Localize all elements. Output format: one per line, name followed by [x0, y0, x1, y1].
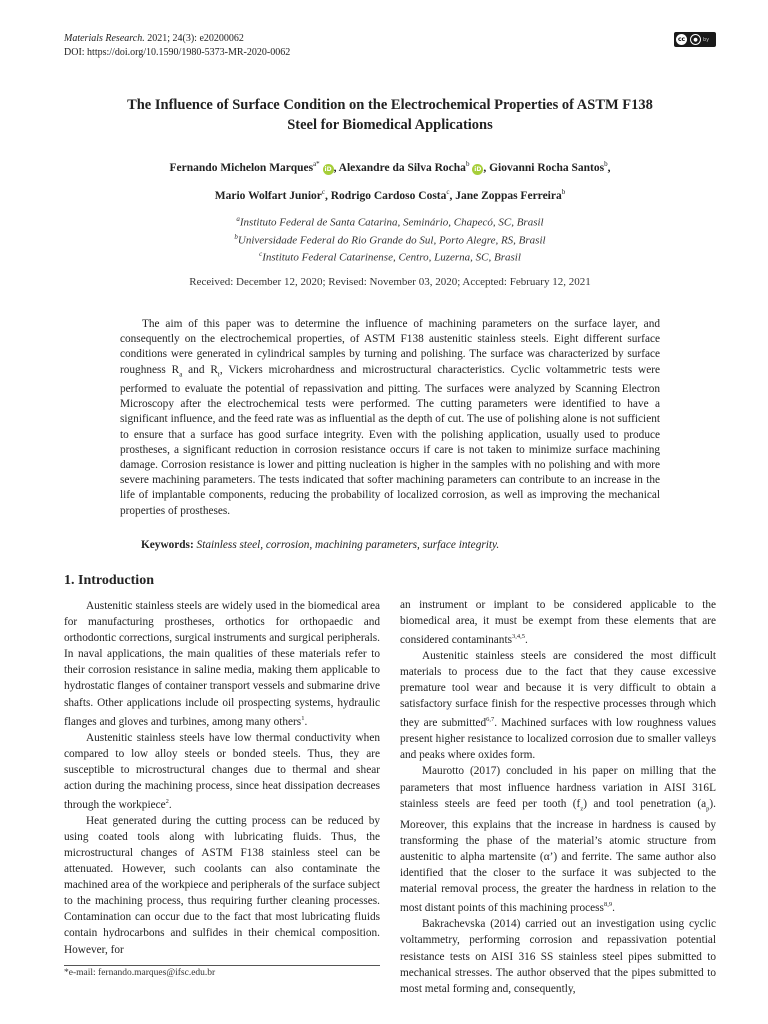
- abstract-text: and R: [182, 363, 218, 376]
- paragraph: [64, 730, 380, 813]
- affiliations: [60, 212, 720, 265]
- paper-title: [60, 95, 720, 135]
- doi-link[interactable]: DOI: https://doi.org/10.1590/1980-5373-MR-2020-0062: [64, 47, 291, 58]
- author-name: , Alexandre da Silva Rocha: [333, 161, 466, 174]
- abstract-text: , Vickers microhardness and microstructural characteristics. Cyclic voltammetric tests were performed to evaluate the potential of repassivation and pitting. The surfaces were analyzed by Scanning Electron Microscopy after the electrochemical tests were performed. The cutting parameters were identified to have a significant influence, and the feed rate was as influential as the depth of cut. The use of polishing alone is not sufficient to ensure that a surface has good surface integrity. Even with the polishing application, usually used to produce prostheses, a significant reduction in corrosion resistance occurs if care is not taken to minimize surface machining damage. Corrosion resistance is lower and pitting nucleation is higher in the samples with no polishing and with more severe machining parameters. The tests indicated that softer machining parameters can contribute to an increase in the life of implantable components, reducing the probability of localized corrosion, as well as improving the mechanical properties of prostheses.: [120, 363, 660, 517]
- affil-sup: a: [236, 215, 240, 223]
- right-column: [400, 597, 716, 997]
- citation-ref[interactable]: 8,9: [603, 901, 613, 909]
- by-label: by: [703, 36, 710, 43]
- paragraph-text: .: [168, 798, 172, 811]
- author-name: Mario Wolfart Junior: [214, 189, 322, 202]
- author-list: [60, 152, 720, 208]
- citation-ref[interactable]: 1: [301, 714, 305, 722]
- subscript: p: [706, 804, 710, 812]
- affiliation-c: [60, 247, 720, 265]
- paragraph-text: Heat generated during the cutting process can be reduced by using coated tools along with lubricating fluids. Thus, the microstructural changes of ASTM F138 stainless steel can be attenuated. However, such coolants can also contaminate the machined area of the workpiece and peripherals of the surface subject to the machining process, thus requiring further cleaning processes. Contamination can occur due to the fact that most lubricating fluids contain hydrocarbons and sulfides in their chemical composition. However, for: [64, 814, 380, 956]
- received-dates: Received: December 12, 2020; Revised: November 03, 2020; Accepted: February 12, 2021: [189, 276, 591, 288]
- orcid-icon[interactable]: iD: [474, 165, 482, 173]
- paragraph-text: .: [304, 715, 308, 728]
- affil-text: Instituto Federal de Santa Catarina, Seminário, Chapecó, SC, Brasil: [239, 216, 544, 229]
- author-name: , Jane Zoppas Ferreira: [449, 189, 562, 202]
- paragraph-text: Bakrachevska (2014) carried out an investigation using cyclic voltammetry, performing corrosion and repassivation potential resistance tests on AISI 316 SS stainless steel pipes submitted to mechanical stresses. The author observed that the pipes submitted to most metal forming and, consequently,: [400, 918, 716, 995]
- paragraph-text: ) and tool penetration (a: [583, 797, 707, 810]
- journal-header: [64, 32, 290, 60]
- author-affil-sup: b: [561, 187, 566, 196]
- abstract-sub: a: [179, 369, 183, 378]
- paragraph: [64, 813, 380, 958]
- abstract-text: The aim of this paper was to determine the influence of machining parameters on the surface layer, and consequently on the electrochemical properties, of ASTM F138 austenitic stainless steels. Eight different surface conditions were generated in cylindrical samples by turning and polishing. The surface was characterized by surface roughness R: [120, 318, 660, 376]
- author-affil-sup: a*: [313, 160, 320, 168]
- orcid-icon[interactable]: iD: [324, 165, 332, 173]
- affiliation-a: [60, 212, 720, 230]
- paragraph: [400, 597, 716, 648]
- affil-sup: c: [259, 250, 263, 259]
- affil-text: Universidade Federal do Rio Grande do Sul, Porto Alegre, RS, Brasil: [237, 234, 546, 247]
- by-icon: ●: [690, 34, 701, 45]
- paragraph-text: .: [612, 902, 615, 915]
- keywords: [141, 539, 499, 551]
- abstract-sub: t: [217, 369, 220, 378]
- citation-ref[interactable]: 3,4,5: [512, 633, 525, 641]
- author-affil-sup: c: [446, 187, 450, 196]
- author-affil-sup: b: [604, 160, 608, 168]
- citation-ref[interactable]: 6,7: [486, 716, 495, 724]
- citation-ref[interactable]: 2: [165, 797, 169, 805]
- paragraph: [400, 916, 716, 996]
- keywords-label: Keywords:: [141, 539, 194, 551]
- author-name: , Rodrigo Cardoso Costa: [325, 189, 447, 202]
- paragraph: [64, 598, 380, 730]
- paragraph-text: Austenitic stainless steels are considered the most difficult materials to process due to the fact that they cause excessive premature tool wear and because it is very difficult to obtain a satisfactory surface finish for the respective processes through which they are submitted: [400, 650, 716, 730]
- paragraph-text: Maurotto (2017) concluded in his paper on milling that the parameters that most influence hardness variation in AISI 316L stainless steels are feed per tooth (f: [400, 765, 716, 810]
- affiliation-b: [60, 230, 720, 248]
- paragraph: [400, 763, 716, 916]
- title-line-1: The Influence of Surface Condition on the Electrochemical Properties of ASTM F138: [127, 97, 653, 113]
- author-name: , Giovanni Rocha Santos: [483, 161, 605, 174]
- paragraph-text: Austenitic stainless steels are widely used in the biomedical area for manufacturing prostheses, orthotics for orthopaedic and orthodontic corrections, surgical instruments and surgical peripherals. In naval applications, the main qualities of these materials refer to their corrosion resistance in saline media, making them applicable to hydrostatic flanges of container transport vessels and submarine drive shafts. Other applications include oil prospecting systems, hydraulic flanges and gloves and turbines, among many others: [64, 600, 380, 728]
- paragraph: [400, 648, 716, 763]
- section-heading: 1. Introduction: [64, 573, 154, 588]
- journal-ref: 2021; 24(3): e20200062: [144, 33, 244, 44]
- author-affil-sup: c: [321, 187, 325, 196]
- abstract: [120, 317, 660, 519]
- left-column: [64, 598, 380, 958]
- author-separator: ,: [607, 161, 611, 174]
- author-name: Fernando Michelon Marques: [169, 161, 314, 174]
- title-line-2: Steel for Biomedical Applications: [287, 117, 493, 133]
- paragraph-text: ). Moreover, this explains that the increase in hardness is caused by transforming the phase of the material’s atomic structure from austenitic to alpha martensite (α’) and ferrite. The same author also identified that the closer to the surface it was subjected to the material removal process, the greater the hardness in relation to the most distant points of this machining process: [400, 797, 716, 915]
- paragraph-text: an instrument or implant to be considered applicable to the biomedical area, it must be exempt from these elements that are considered contaminants: [400, 599, 716, 646]
- affil-text: Instituto Federal Catarinense, Centro, Luzerna, SC, Brasil: [262, 251, 521, 264]
- keywords-text: Stainless steel, corrosion, machining parameters, surface integrity.: [193, 539, 500, 551]
- paragraph-text: . Machined surfaces with low roughness values present higher resistance to localized corrosion due to smaller valleys and peaks where oxides form.: [400, 717, 716, 762]
- author-affil-sup: b: [465, 160, 470, 168]
- cc-icon: cc: [677, 36, 686, 43]
- paragraph-text: .: [525, 633, 528, 646]
- author-line-2: [60, 180, 720, 208]
- paragraph-text: Austenitic stainless steels have low thermal conductivity when compared to low alloy steels or bonded steels. Thus, they are susceptible to microstructural changes due to thermal and shear action during the machining process, since heat dissipation decreases through the workpiece: [64, 731, 380, 811]
- affil-sup: b: [234, 232, 238, 241]
- journal-name: Materials Research.: [64, 33, 145, 44]
- subscript: z: [580, 804, 584, 812]
- cc-by-icon[interactable]: [674, 32, 716, 47]
- footnote-email[interactable]: *e-mail: fernando.marques@ifsc.edu.br: [64, 968, 216, 978]
- author-line-1: [60, 152, 720, 180]
- footnote-divider: [64, 965, 380, 966]
